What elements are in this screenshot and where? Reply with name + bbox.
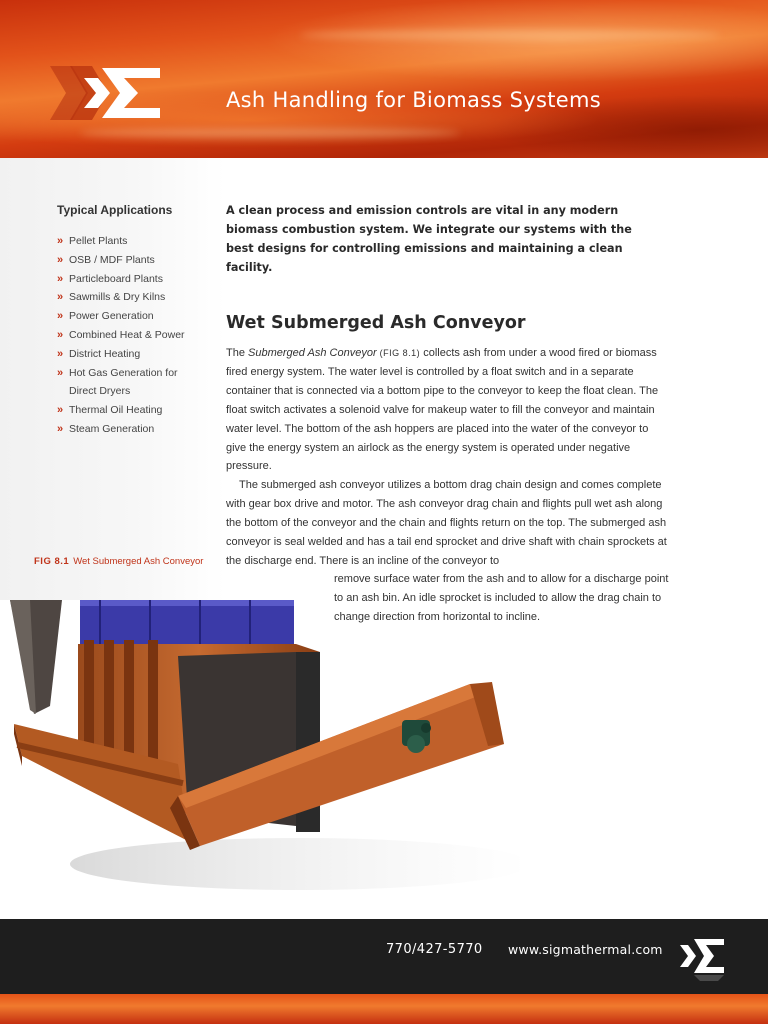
list-item [57,326,207,345]
body-paragraph-2-continued: remove surface water from the ash and to allow for a discharge point to an ash bin. An idle sprocket is included to allow the drag chain to change direction from horizontal to incline. [334,573,669,623]
page-title: Ash Handling for Biomass Systems [226,88,601,112]
sigma-thermal-logo-icon [48,62,164,124]
bullet-icon: » [57,404,64,417]
text-run: The [226,347,249,359]
bullet-icon: » [57,310,64,323]
list-item [57,270,207,289]
figure-reference: (FIG 8.1) [376,348,421,358]
product-name: Submerged Ash Conveyor [248,347,377,359]
list-item-label: Sawmills & Dry Kilns [69,291,166,304]
list-item [57,364,207,402]
phone-number[interactable]: 770/427-5770 [386,942,483,957]
text-run: collects ash from under a wood fired or biomass fired energy system. The water level is controlled by a float switch and in a separate container that is connected via a bottom pipe to the conveyor to keep the float clean. The float switch activates a solenoid valve for makeup water to fill the conveyor and maintain water level. The bottom of the ash hoppers are placed into the water of the conveyor to give the energy system an airlock as the energy system is operated under negative pressure. [226,347,659,473]
list-item-label: Power Generation [69,310,154,323]
footer-logo-icon [678,935,726,981]
bullet-icon: » [57,253,64,266]
bullet-icon: » [57,272,64,285]
ash-conveyor-image [0,596,520,901]
bullet-icon: » [57,347,64,360]
bottom-decorative-band [0,994,768,1024]
figure-number: FIG 8.1 [34,556,70,567]
list-item [57,251,207,270]
list-item [57,401,207,420]
bullet-icon: » [57,235,64,247]
header-streak [300,30,720,40]
page-footer [0,919,768,994]
bullet-icon: » [57,328,64,341]
list-item [57,307,207,326]
list-item-label: OSB / MDF Plants [69,253,155,266]
figure-caption [34,556,203,567]
bullet-icon: » [57,422,64,435]
website-link[interactable]: www.sigmathermal.com [508,942,663,957]
section-heading: Wet Submerged Ash Conveyor [226,313,526,333]
intro-paragraph: A clean process and emission controls are vital in any modern biomass combustion system. We integrate our systems with the best designs for controlling emissions and maintaining a clean facility. [226,204,632,274]
page-header [0,0,768,158]
list-item [57,232,207,251]
list-item-label: Hot Gas Generation for Direct Dryers [69,366,178,398]
list-item-label: Thermal Oil Heating [69,404,163,417]
body-paragraph-1 [226,344,668,476]
list-item-label: District Heating [69,347,141,360]
list-item [57,420,207,439]
bullet-icon: » [57,366,64,379]
body-paragraph-2: The submerged ash conveyor utilizes a bottom drag chain design and comes complete with gear box drive and motor. The ash conveyor drag chain and flights pull wet ash along the bottom of the conveyor and the chain and flights return on the top. The submerged ash conveyor is seal welded and has a tail end sprocket and drive shaft with chain sprockets at the discharge end. There is an incline of the conveyor to [226,479,667,567]
list-item-label: Particleboard Plants [69,272,163,285]
figure-caption-text: Wet Submerged Ash Conveyor [73,556,204,567]
bullet-icon: » [57,291,64,304]
list-item-label: Pellet Plants [69,235,128,247]
list-item [57,345,207,364]
list-item-label: Steam Generation [69,422,155,435]
header-streak [80,128,460,138]
sidebar-title: Typical Applications [57,203,173,217]
list-item-label: Combined Heat & Power [69,328,185,341]
list-item [57,288,207,307]
applications-list [57,232,207,439]
